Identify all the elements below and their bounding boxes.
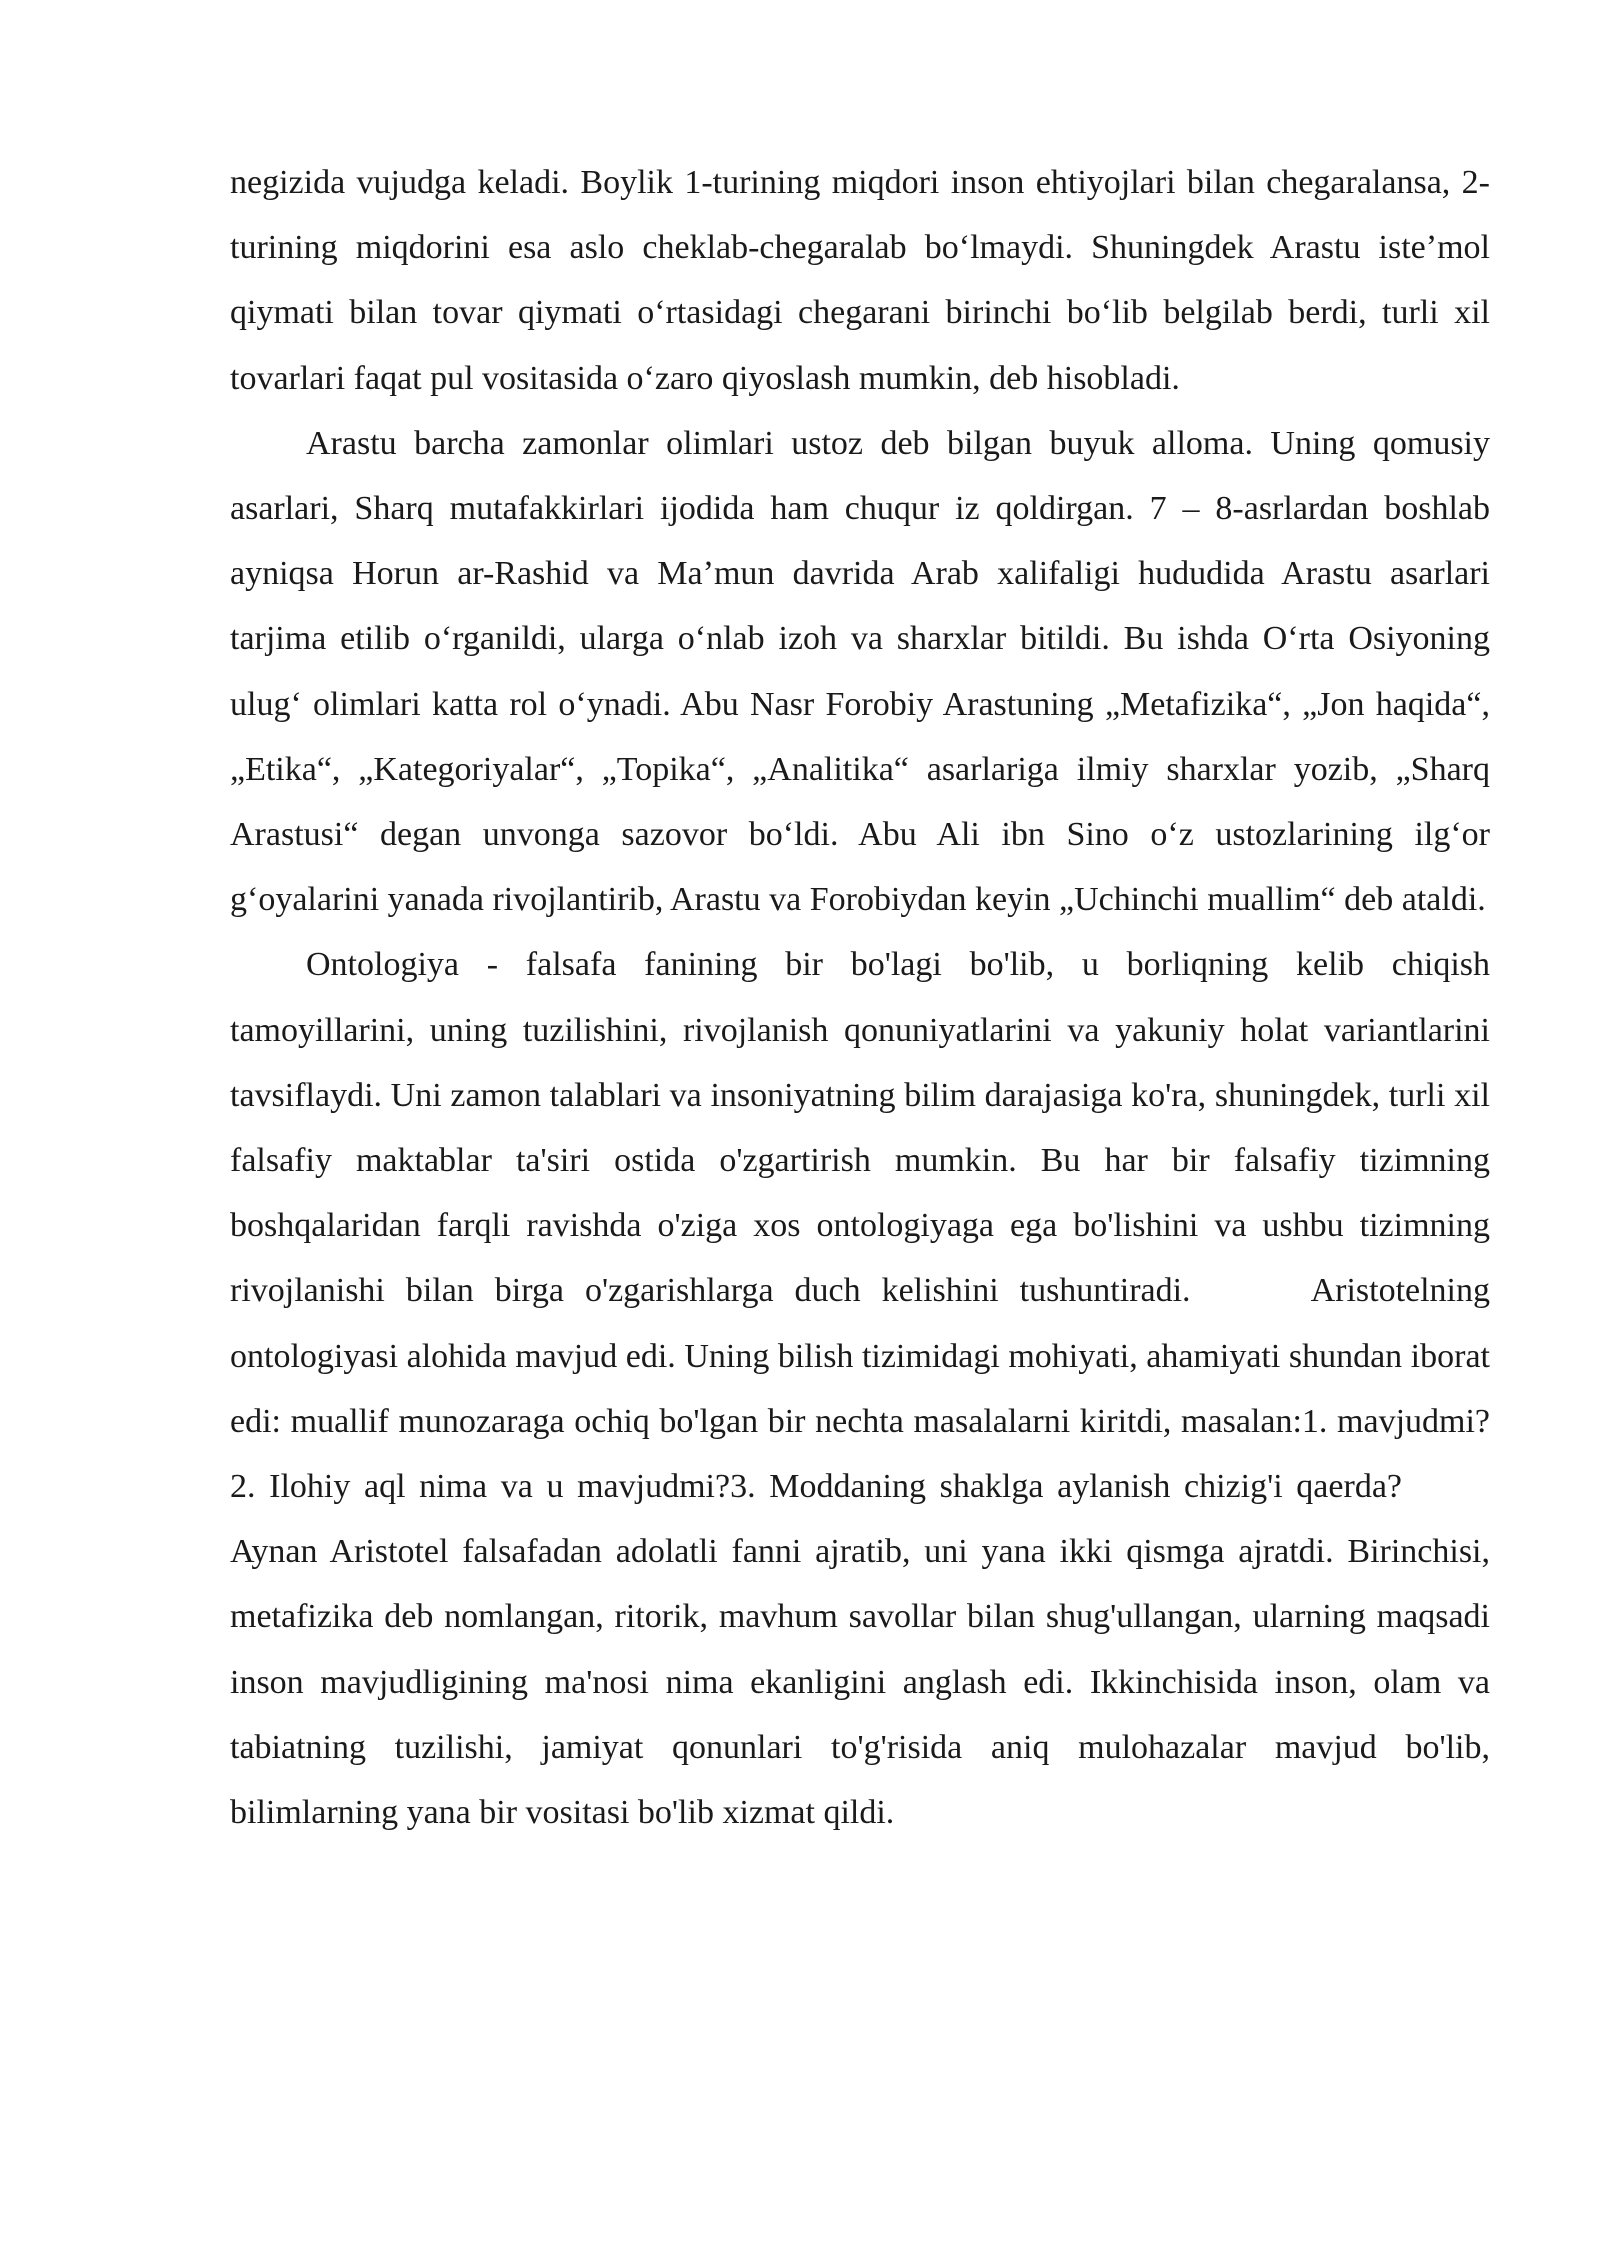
ontologiya-sentence-fanlar: Aynan Aristotel falsafadan adolatli fanni ajratib, uni yana ikki qismga ajratdi. Birinchisi, metafizika deb nomlangan, ritorik, mavhum savollar bilan shug'ullangan, ularning maqsadi inson mavjudligining ma'nosi nima ekanligini anglash edi. Ikkinchisida inson, olam va tabiatning tuzilishi, jamiyat qonunlari to'g'risida aniq mulohazalar mavjud bo'lib, bilimlarning yana bir vositasi bo'lib xizmat qildi. xyxy=(230,1533,1490,1832)
ontologiya-sentence-definition: Ontologiya - falsafa fanining bir bo'lagi bo'lib, u borliqning kelib chiqish tamoyillarini, uning tuzilishini, rivojlanish qonuniyatlarini va yakuniy holat variantlarini tavsiflaydi. Uni zamon talablari va insoniyatning bilim darajasiga ko'ra, shuningdek, turli xil falsafiy maktablar ta'siri ostida o'zgartirish mumkin. Bu har bir falsafiy tizimning boshqalaridan farqli ravishda o'ziga xos ontologiyaga ega bo'lishini va ushbu tizimning rivojlanishi bilan birga o'zgarishlarga duch kelishini tushuntiradi. xyxy=(230,946,1490,1310)
document-body xyxy=(230,150,1490,1845)
paragraph-boylik: negizida vujudga keladi. Boylik 1-turining miqdori inson ehtiyojlari bilan chegaralansa, 2-turining miqdorini esa aslo cheklab-chegaralab boʻlmaydi. Shuningdek Arastu isteʼmol qiymati bilan tovar qiymati oʻrtasidagi chegarani birinchi boʻlib belgilab berdi, turli xil tovarlari faqat pul vositasida oʻzaro qiyoslash mumkin, deb hisobladi. xyxy=(230,164,1490,397)
ontologiya-sentence-aristotel: Aristotelning ontologiyasi alohida mavjud edi. Uning bilish tizimidagi mohiyati, ahamiyati shundan iborat edi: muallif munozaraga ochiq bo'lgan bir nechta masalalarni kiritdi, masalan:1. mavjudmi?2. Ilohiy aql nima va u mavjudmi?3. Moddaning shaklga aylanish chizig'i qaerda? xyxy=(230,1272,1490,1506)
paragraph-arastu: Arastu barcha zamonlar olimlari ustoz deb bilgan buyuk alloma. Uning qomusiy asarlari, Sharq mutafakkirlari ijodida ham chuqur iz qoldirgan. 7 – 8-asrlardan boshlab ayniqsa Horun ar-Rashid va Maʼmun davrida Arab xalifaligi hududida Arastu asarlari tarjima etilib oʻrganildi, ularga oʻnlab izoh va sharxlar bitildi. Bu ishda Oʻrta Osiyoning ulugʻ olimlari katta rol oʻynadi. Abu Nasr Forobiy Arastuning „Metafizika“, „Jon haqida“, „Etika“, „Kategoriyalar“, „Topika“, „Analitika“ asarlariga ilmiy sharxlar yozib, „Sharq Arastusi“ degan unvonga sazovor boʻldi. Abu Ali ibn Sino oʻz ustozlarining ilgʻor gʻoyalarini yanada rivojlantirib, Arastu va Forobiydan keyin „Uchinchi muallim“ deb ataldi. xyxy=(230,424,1490,919)
paragraph-ontologiya xyxy=(230,932,1490,1845)
